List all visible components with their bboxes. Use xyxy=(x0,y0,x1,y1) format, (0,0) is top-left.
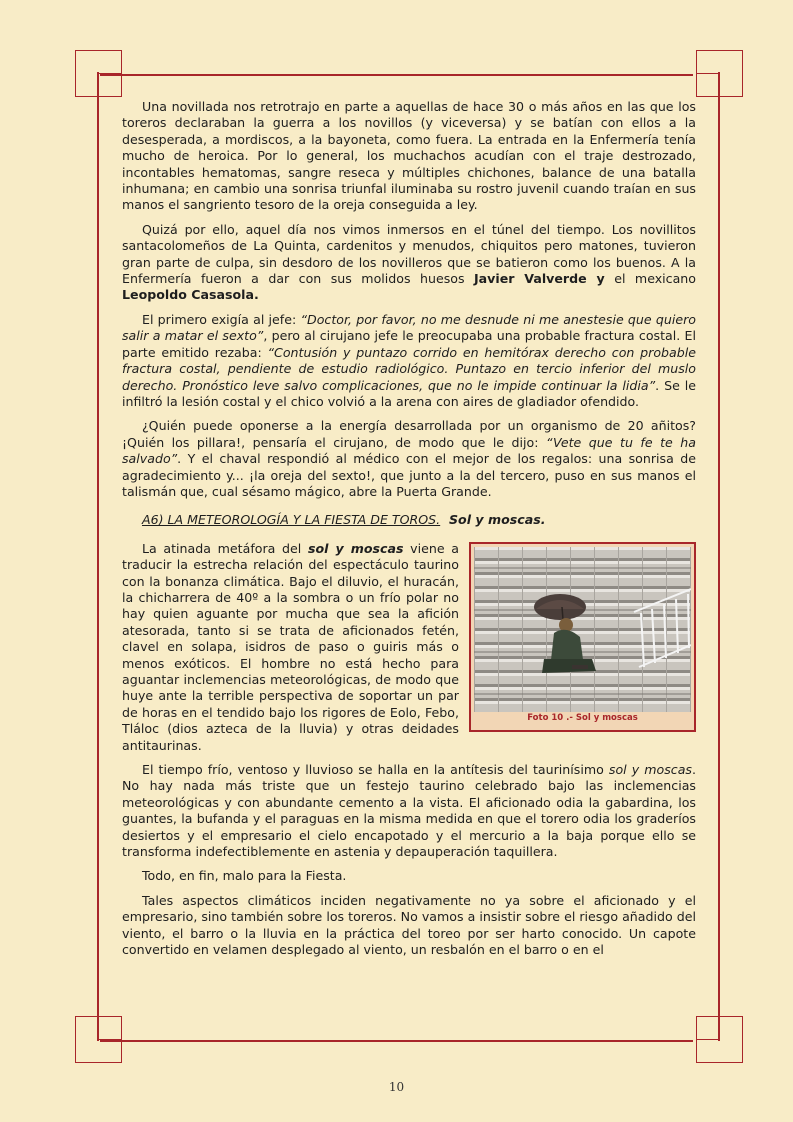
paragraph-4-text: ¿Quién puede oponerse a la energía desarrollada por un organismo de 20 añitos? ¡Quién los pillara!, pensaría el cirujano, de modo que le dijo: xyxy=(122,418,696,450)
paragraph-7 xyxy=(122,868,696,884)
paragraph-4-text-end: . Y el chaval respondió al médico con el mejor de los regalos: una sonrisa de agradecimiento y... ¡la oreja del sexto!, que junto a la del tercero, puso en sus manos el talismán que, cual sésamo mágico, abre la Puerta Grande. xyxy=(122,451,696,499)
quote-surgeon: “Vete que tu fe te ha salvado” xyxy=(122,434,696,467)
paragraph-5-text-end: viene a traducir la estrecha relación del espectáculo taurino con la bonanza climática. Bajo el diluvio, el huracán, la chicharrera de 40º a la sombra o un frío polar no hay quien aguante por mucha que sea la afición atesorada, tanto si se trata de aficionados fetén, clavel en solapa, isidros de paso o guiris más o menos exóticos. El hombre no está hecho para aguantar inclemencias meteorológicas, de modo que huye ante la terrible perspectiva de soportar un par de horas en el tendido bajo los rigores de Eolo, Febo, Tláloc (dios azteca de la lluvia) y otras deidades antitaurinas. xyxy=(122,540,459,753)
quote-torero: “Doctor, por favor, no me desnude ni me anestesie que quiero salir a matar el sexto” xyxy=(122,311,696,344)
paragraph-4 xyxy=(122,418,696,500)
paragraph-1-text: Una novillada nos retrotrajo en parte a aquellas de hace 30 o más años en las que los toreros declaraban la guerra a los novillos (y viceversa) y se batían con ellos a la desesperada, a mordiscos, a la bayoneta, como fuera. La entrada en la Enfermería tenía mucho de heroica. Por lo general, los muchachos acudían con el traje destrozado, incontables hematomas, sangre reseca y múltiples chichones, balance de una batalla inhumana; en cambio una sonrisa triunfal iluminaba su rostro juvenil cuando traían en sus manos el sangriento tesoro de la oreja conseguida a ley. xyxy=(122,99,696,213)
paragraph-7-text: Todo, en fin, malo para la Fiesta. xyxy=(142,868,347,884)
photo-illustration xyxy=(474,547,691,712)
corner-ornament-tr-inner xyxy=(696,73,720,97)
section-heading xyxy=(142,512,696,528)
paragraph-3 xyxy=(122,312,696,410)
article-body xyxy=(122,99,696,967)
photo-image xyxy=(474,547,691,712)
paragraph-6-text: El tiempo frío, ventoso y lluvioso se halla en la antítesis del taurinísimo xyxy=(142,762,604,778)
corner-ornament-bl-inner xyxy=(98,1016,122,1040)
frame-left-line xyxy=(97,72,99,1041)
frame-right-line xyxy=(718,72,720,1041)
section-heading-title: A6) LA METEOROLOGÍA Y LA FIESTA DE TOROS. xyxy=(142,512,441,528)
paragraph-5-text: La atinada metáfora del xyxy=(142,540,302,556)
phrase-sol-y-moscas: sol y moscas xyxy=(307,540,404,556)
corner-ornament-tl-inner xyxy=(98,73,122,97)
frame-bottom-line xyxy=(100,1040,693,1042)
paragraph-8-text: Tales aspectos climáticos inciden negativamente no ya sobre el aficionado y el empresario, sino también sobre los toreros. No vamos a insistir sobre el riesgo añadido del viento, el barro o la lluvia en la práctica del toreo por ser harto conocido. Un capote convertido en velamen desplegado al viento, un resbalón en el barro o en el xyxy=(122,892,696,958)
paragraph-8 xyxy=(122,893,696,959)
frame-top-line xyxy=(100,74,693,76)
paragraph-6-text-end: . No hay nada más triste que un festejo taurino celebrado bajo las inclemencias meteorológicas y con abundante cemento a la vista. El aficionado odia la gabardina, los guantes, la bufanda y el paraguas en la misma medida en que el torero odia los graderíos desiertos y el empresario el cielo encapotado y el mercurio a la baja porque ello se transforma indefectiblemente en astenia y depauperación taquillera. xyxy=(122,762,696,860)
paragraph-3-text-mid: , pero al cirujano jefe le preocupaba una probable fractura costal. El parte emitido rezaba: xyxy=(122,328,697,360)
paragraph-3-text: El primero exigía al jefe: xyxy=(142,311,297,327)
corner-ornament-br-inner xyxy=(696,1016,720,1040)
bold-name-valverde: Javier Valverde y xyxy=(474,271,605,287)
photo-and-paragraph xyxy=(122,541,696,754)
page-number: 10 xyxy=(388,1080,405,1094)
paragraph-2-text-cont: el mexicano xyxy=(614,271,696,287)
bold-name-casasola: Leopoldo Casasola. xyxy=(122,287,259,303)
paragraph-1 xyxy=(122,99,696,214)
section-heading-subtitle: Sol y moscas. xyxy=(448,512,546,528)
photo-caption: Foto 10 .- Sol y moscas xyxy=(527,713,638,724)
paragraph-3-text-end: . Se le infiltró la lesión costal y el chico volvió a la arena con aires de gladiador ofendido. xyxy=(122,377,696,409)
paragraph-2-text: Quizá por ello, aquel día nos vimos inmersos en el túnel del tiempo. Los novillitos santacolomeños de La Quinta, cardenitos y menudos, chiquitos pero matones, tuvieron gran parte de culpa, sin desdoro de los novilleros que se batieron como los buenos. A la Enfermería fueron a dar con sus molidos huesos xyxy=(122,221,696,287)
paragraph-2 xyxy=(122,222,696,304)
photo-figure xyxy=(469,542,696,732)
paragraph-6 xyxy=(122,762,696,860)
quote-medical-report: “Contusión y puntazo corrido en hemitórax derecho con probable fractura costal, pendiente de estudio radiológico. Puntazo en tercio inferior del muslo derecho. Pronóstico leve salvo complicaciones, que no le impide continuar la lidia” xyxy=(122,344,696,393)
phrase-sol-y-moscas-2: sol y moscas xyxy=(608,762,692,778)
